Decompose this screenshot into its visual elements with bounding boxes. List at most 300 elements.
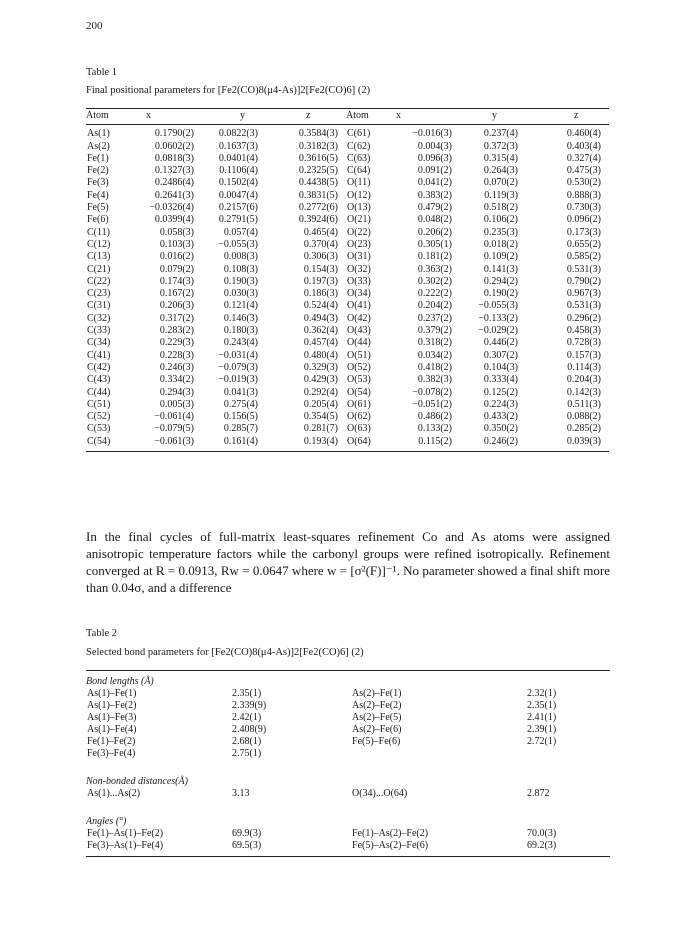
table-cell: C(21) xyxy=(87,263,111,275)
table-cell: 0.008(3) xyxy=(223,251,258,263)
table-cell: 0.383(2) xyxy=(417,189,452,201)
table-cell xyxy=(352,748,527,760)
table-cell: Fe(5)–Fe(6) xyxy=(352,736,401,747)
table-cell: 0.161(4) xyxy=(223,435,258,447)
table-cell: As(2)–Fe(2) xyxy=(352,700,402,711)
table-cell: Fe(4) xyxy=(87,189,109,201)
table-cell: 0.034(2) xyxy=(417,349,452,361)
table-cell: 2.68(1) xyxy=(232,736,262,747)
table1-header: y xyxy=(492,110,497,121)
table-cell: Fe(1)–As(1)–Fe(2) xyxy=(87,828,164,839)
table-cell: 0.327(4) xyxy=(566,152,601,164)
table-cell: O(33) xyxy=(347,275,371,287)
table-cell: 0.222(2) xyxy=(417,288,452,300)
table-cell: As(2) xyxy=(87,140,110,152)
table-row xyxy=(86,788,610,800)
table-cell: C(42) xyxy=(87,361,111,373)
table-cell: C(52) xyxy=(87,411,111,423)
table-cell: 0.790(2) xyxy=(566,275,601,287)
table-row xyxy=(86,153,609,165)
table-cell: C(13) xyxy=(87,251,111,263)
table-row xyxy=(86,202,609,214)
table-cell: 0.133(2) xyxy=(417,423,452,435)
table-cell: 0.121(4) xyxy=(223,300,258,312)
table-row xyxy=(86,276,609,288)
section-heading: Angles (°) xyxy=(86,816,127,827)
table-cell: 0.264(3) xyxy=(483,165,518,177)
table-row xyxy=(86,736,610,748)
table1-caption: Final positional parameters for [Fe2(CO)8(μ4-As)]2[Fe2(CO)6] (2) xyxy=(86,85,371,96)
table-cell: 0.3924(6) xyxy=(298,214,338,226)
table-cell: 0.888(3) xyxy=(566,189,601,201)
table-cell: C(41) xyxy=(87,349,111,361)
table-row xyxy=(86,300,609,312)
table-row xyxy=(86,700,610,712)
table-cell: 0.039(3) xyxy=(566,435,601,447)
table-cell: 0.058(3) xyxy=(159,226,194,238)
table-cell: Fe(2) xyxy=(87,165,109,177)
table-cell: 0.433(2) xyxy=(483,411,518,423)
table-cell: C(34) xyxy=(87,337,111,349)
table-cell: 69.2(3) xyxy=(527,840,557,851)
table-cell: 0.091(2) xyxy=(417,165,452,177)
body-paragraph: In the final cycles of full-matrix least-squares refinement Co and As atoms were assigned anisotropic temperature factors while the carbonyl groups were refined isotropically. Refinement converged at R = 0.0913, Rw = 0.0647 where w = [σ²(F)]⁻¹. No parameter showed a final shift more than 0.04σ, and a difference xyxy=(86,529,610,595)
table-cell: 0.1637(3) xyxy=(218,140,258,152)
table-cell: 2.42(1) xyxy=(232,712,262,723)
table-cell: 0.318(2) xyxy=(417,337,452,349)
table1-header: Atom xyxy=(346,110,369,121)
table-cell: 0.728(3) xyxy=(566,337,601,349)
table-cell: 0.041(3) xyxy=(223,386,258,398)
table-cell: O(43) xyxy=(347,325,371,337)
table-cell: 0.206(3) xyxy=(159,300,194,312)
table-row xyxy=(86,239,609,251)
table-cell: O(53) xyxy=(347,374,371,386)
table-cell: C(51) xyxy=(87,398,111,410)
table-cell: 0.180(3) xyxy=(223,325,258,337)
table-cell: As(1)–Fe(1) xyxy=(87,688,137,699)
table-cell: 2.75(1) xyxy=(232,748,262,759)
table-cell: 0.181(2) xyxy=(417,251,452,263)
table-cell: 0.458(3) xyxy=(566,325,601,337)
table-row xyxy=(86,828,610,840)
table-cell: 0.205(4) xyxy=(303,398,338,410)
table-cell: 70.0(3) xyxy=(527,828,557,839)
table-cell: 0.285(2) xyxy=(566,423,601,435)
table-cell: 0.460(4) xyxy=(566,128,601,140)
table-cell: Fe(3) xyxy=(87,177,109,189)
table-row xyxy=(86,350,609,362)
table1-label: Table 1 xyxy=(86,67,118,78)
table-cell: C(64) xyxy=(347,165,371,177)
table-cell: 0.229(3) xyxy=(159,337,194,349)
table-cell: 0.156(5) xyxy=(223,411,258,423)
table-cell: 0.3182(3) xyxy=(298,140,338,152)
table-cell: C(53) xyxy=(87,423,111,435)
table-cell: 0.235(3) xyxy=(483,226,518,238)
table-row xyxy=(86,688,610,700)
table-cell: 0.146(3) xyxy=(223,312,258,324)
table-cell: 0.465(4) xyxy=(303,226,338,238)
table-cell: 0.1106(4) xyxy=(219,165,258,177)
table-cell: As(1)–Fe(2) xyxy=(87,700,137,711)
table-cell: 69.5(3) xyxy=(232,840,262,851)
table-cell: −0.0326(4) xyxy=(149,202,194,214)
section-gap xyxy=(86,760,610,774)
table-cell: Fe(1)–As(2)–Fe(2) xyxy=(352,828,429,839)
table-cell: 0.167(2) xyxy=(159,288,194,300)
table-cell: 0.0818(3) xyxy=(154,152,194,164)
table-cell: 0.0602(2) xyxy=(154,140,194,152)
table-cell: C(23) xyxy=(87,288,111,300)
table-cell: 0.173(3) xyxy=(566,226,601,238)
table-cell: 0.333(4) xyxy=(483,374,518,386)
table-row xyxy=(86,337,609,349)
table-cell: 0.190(3) xyxy=(223,275,258,287)
table-cell: 0.016(2) xyxy=(159,251,194,263)
table-cell xyxy=(527,748,607,760)
table-cell: O(11) xyxy=(347,177,371,189)
table-cell: 0.429(3) xyxy=(303,374,338,386)
table-cell: 0.362(4) xyxy=(303,325,338,337)
table-row xyxy=(86,423,609,435)
table-cell: O(34)...O(64) xyxy=(352,788,408,799)
table-cell: 0.3584(3) xyxy=(298,128,338,140)
table-cell: O(42) xyxy=(347,312,371,324)
table-cell: 0.237(2) xyxy=(417,312,452,324)
table1-header-row xyxy=(86,109,609,125)
table1-header: x xyxy=(146,110,151,121)
table-cell: 0.2486(4) xyxy=(154,177,194,189)
table-row xyxy=(86,141,609,153)
table-cell: 0.0047(4) xyxy=(218,189,258,201)
table-row xyxy=(86,125,609,141)
table-cell: 0.305(1) xyxy=(417,238,452,250)
table-row xyxy=(86,264,609,276)
table-cell: 0.048(2) xyxy=(417,214,452,226)
table-cell: 0.106(2) xyxy=(483,214,518,226)
table-cell: 2.408(9) xyxy=(232,724,267,735)
table-cell: C(11) xyxy=(87,226,110,238)
table-cell: O(61) xyxy=(347,398,371,410)
table-row xyxy=(86,712,610,724)
table-cell: 0.480(4) xyxy=(303,349,338,361)
table-cell: 0.0399(4) xyxy=(154,214,194,226)
table-cell: 0.2641(3) xyxy=(154,189,194,201)
table-cell: 0.157(3) xyxy=(566,349,601,361)
table-cell: 2.339(9) xyxy=(232,700,267,711)
table-cell: −0.133(2) xyxy=(478,312,518,324)
table-cell: 0.224(3) xyxy=(483,398,518,410)
table-cell: 0.379(2) xyxy=(417,325,452,337)
table1-header: z xyxy=(306,110,311,121)
table-cell: 0.329(3) xyxy=(303,361,338,373)
table-cell: Fe(3)–As(1)–Fe(4) xyxy=(87,840,164,851)
table-cell: 0.104(3) xyxy=(483,361,518,373)
table-cell: 0.350(2) xyxy=(483,423,518,435)
table-cell: 2.35(1) xyxy=(232,688,262,699)
table-cell: 0.190(2) xyxy=(483,288,518,300)
table-cell: As(2)–Fe(6) xyxy=(352,724,402,735)
positional-parameters-table xyxy=(86,108,609,452)
table-cell: 0.2772(6) xyxy=(298,202,338,214)
table-cell: 0.1502(4) xyxy=(218,177,258,189)
table-cell: 0.479(2) xyxy=(417,202,452,214)
table-cell: 0.197(3) xyxy=(303,275,338,287)
table-cell: O(51) xyxy=(347,349,371,361)
table-cell: 0.967(3) xyxy=(566,288,601,300)
table-cell: −0.019(3) xyxy=(218,374,258,386)
table-cell: O(34) xyxy=(347,288,371,300)
table-cell: 0.1790(2) xyxy=(154,128,194,140)
table-cell: 0.070(2) xyxy=(483,177,518,189)
table-cell: 0.079(2) xyxy=(159,263,194,275)
table-cell: 0.3831(5) xyxy=(298,189,338,201)
table-cell: 0.531(3) xyxy=(566,263,601,275)
table-cell: 0.1327(3) xyxy=(154,165,194,177)
table-cell: O(23) xyxy=(347,238,371,250)
table-cell: 2.41(1) xyxy=(527,712,557,723)
table-cell: 2.872 xyxy=(527,788,550,799)
table-cell: 0.204(3) xyxy=(566,374,601,386)
table-cell: As(1)–Fe(4) xyxy=(87,724,137,735)
table-cell: C(22) xyxy=(87,275,111,287)
table-cell: 0.246(2) xyxy=(483,435,518,447)
table-cell: Fe(5)–As(2)–Fe(6) xyxy=(352,840,429,851)
table-cell: 0.141(3) xyxy=(483,263,518,275)
table-cell: 0.285(7) xyxy=(223,423,258,435)
table1-header: z xyxy=(574,110,579,121)
table1-header: y xyxy=(240,110,245,121)
table-cell: As(2)–Fe(1) xyxy=(352,688,402,699)
table-cell: C(63) xyxy=(347,152,371,164)
table2-caption: Selected bond parameters for [Fe2(CO)8(μ4-As)]2[Fe2(CO)6] (2) xyxy=(86,647,364,658)
table-cell: 0.403(4) xyxy=(566,140,601,152)
table-cell: O(64) xyxy=(347,435,371,447)
table-row xyxy=(86,387,609,399)
table-cell: 0.315(4) xyxy=(483,152,518,164)
table-cell: 0.018(2) xyxy=(483,238,518,250)
table-cell: O(41) xyxy=(347,300,371,312)
table-row xyxy=(86,362,609,374)
table-cell: C(33) xyxy=(87,325,111,337)
table-cell: O(31) xyxy=(347,251,371,263)
table-cell: −0.061(3) xyxy=(154,435,194,447)
table-cell: 0.382(3) xyxy=(417,374,452,386)
table-cell: −0.055(3) xyxy=(218,238,258,250)
table-cell: 0.041(2) xyxy=(417,177,452,189)
table-cell: 0.363(2) xyxy=(417,263,452,275)
table-cell: 0.486(2) xyxy=(417,411,452,423)
table-cell: C(12) xyxy=(87,238,111,250)
table2-label: Table 2 xyxy=(86,628,118,639)
table-cell: O(12) xyxy=(347,189,371,201)
table-cell: 2.39(1) xyxy=(527,724,557,735)
table-row xyxy=(86,251,609,263)
table-cell: 0.0822(3) xyxy=(218,128,258,140)
table-row xyxy=(86,436,609,452)
table-cell: 2.32(1) xyxy=(527,688,557,699)
table-cell: 0.292(4) xyxy=(303,386,338,398)
table-cell: O(44) xyxy=(347,337,371,349)
table-row xyxy=(86,288,609,300)
table1-header: Atom xyxy=(86,110,109,121)
table-row xyxy=(86,313,609,325)
table-cell: 3.13 xyxy=(232,788,250,799)
table-cell: 0.518(2) xyxy=(483,202,518,214)
table-cell: 0.354(5) xyxy=(303,411,338,423)
table-cell: 0.114(3) xyxy=(567,361,601,373)
section-gap xyxy=(86,800,610,814)
table-row xyxy=(86,840,610,852)
bond-parameters-table xyxy=(86,670,610,857)
table-cell: C(43) xyxy=(87,374,111,386)
table-cell: 0.3616(5) xyxy=(298,152,338,164)
table-row xyxy=(86,399,609,411)
table-cell: 69.9(3) xyxy=(232,828,262,839)
table-cell: 0.281(7) xyxy=(303,423,338,435)
table-cell: 0.103(3) xyxy=(159,238,194,250)
table-cell: 0.370(4) xyxy=(303,238,338,250)
table-cell: 0.530(2) xyxy=(566,177,601,189)
table-cell: 0.475(3) xyxy=(566,165,601,177)
table-cell: 0.2325(5) xyxy=(298,165,338,177)
table-cell: 0.2791(5) xyxy=(218,214,258,226)
table-cell: 0.004(3) xyxy=(417,140,452,152)
table-cell: 0.154(3) xyxy=(303,263,338,275)
table-cell: 0.057(4) xyxy=(223,226,258,238)
table-cell: 0.109(2) xyxy=(483,251,518,263)
table-cell: 0.237(4) xyxy=(483,128,518,140)
table-cell: 0.0401(4) xyxy=(218,152,258,164)
table-cell: 0.246(3) xyxy=(159,361,194,373)
table-cell: 0.494(3) xyxy=(303,312,338,324)
table-cell: 2.72(1) xyxy=(527,736,557,747)
table-cell: C(31) xyxy=(87,300,111,312)
table-cell: −0.079(3) xyxy=(218,361,258,373)
table-cell: 0.125(2) xyxy=(483,386,518,398)
table-cell: 0.296(2) xyxy=(566,312,601,324)
table-cell: 0.446(2) xyxy=(483,337,518,349)
table-cell: Fe(1)–Fe(2) xyxy=(87,736,136,747)
table-cell: 0.457(4) xyxy=(303,337,338,349)
table-cell: 0.096(3) xyxy=(417,152,452,164)
table-cell: 0.511(3) xyxy=(567,398,601,410)
table-cell: 0.142(3) xyxy=(566,386,601,398)
table-cell: 0.4438(5) xyxy=(298,177,338,189)
table-cell: 0.655(2) xyxy=(566,238,601,250)
table-cell: As(1) xyxy=(87,128,110,140)
table-cell: O(63) xyxy=(347,423,371,435)
table-cell: −0.029(2) xyxy=(478,325,518,337)
table-cell: 0.206(2) xyxy=(417,226,452,238)
table-cell: 0.204(2) xyxy=(417,300,452,312)
section-heading: Bond lengths (Å) xyxy=(86,676,154,687)
table-cell: 0.088(2) xyxy=(566,411,601,423)
table-cell: −0.061(4) xyxy=(154,411,194,423)
page-number: 200 xyxy=(86,20,103,32)
table-cell: 0.119(3) xyxy=(484,189,518,201)
table-cell: 0.275(4) xyxy=(223,398,258,410)
table-row xyxy=(86,325,609,337)
table-cell: O(54) xyxy=(347,386,371,398)
table-cell: Fe(5) xyxy=(87,202,109,214)
table-cell: 0.096(2) xyxy=(566,214,601,226)
table-cell: 0.2157(6) xyxy=(218,202,258,214)
table-cell: 0.334(2) xyxy=(159,374,194,386)
table-cell: 0.108(3) xyxy=(223,263,258,275)
table-cell: 0.306(3) xyxy=(303,251,338,263)
table-cell: 0.730(3) xyxy=(566,202,601,214)
table-cell: O(52) xyxy=(347,361,371,373)
table1-header: x xyxy=(396,110,401,121)
table-cell: C(44) xyxy=(87,386,111,398)
table-cell: 0.115(2) xyxy=(418,435,452,447)
table-cell: 0.005(3) xyxy=(159,398,194,410)
table-cell: −0.078(2) xyxy=(412,386,452,398)
table-cell: O(62) xyxy=(347,411,371,423)
table-cell: Fe(6) xyxy=(87,214,109,226)
table-row xyxy=(86,165,609,177)
table-cell: O(13) xyxy=(347,202,371,214)
table-row xyxy=(86,374,609,386)
table-cell: 0.283(2) xyxy=(159,325,194,337)
table-cell: C(32) xyxy=(87,312,111,324)
table-cell: 0.585(2) xyxy=(566,251,601,263)
table-cell: 0.193(4) xyxy=(303,435,338,447)
table-cell: −0.055(3) xyxy=(478,300,518,312)
table-cell: As(1)–Fe(3) xyxy=(87,712,137,723)
table-cell: As(2)–Fe(5) xyxy=(352,712,402,723)
section-heading: Non-bonded distances(Å) xyxy=(86,776,188,787)
table-cell: O(32) xyxy=(347,263,371,275)
table-cell: 2.35(1) xyxy=(527,700,557,711)
table-cell: O(22) xyxy=(347,226,371,238)
table-cell: 0.418(2) xyxy=(417,361,452,373)
table-cell: 0.524(4) xyxy=(303,300,338,312)
table-cell: C(62) xyxy=(347,140,371,152)
table-cell: O(21) xyxy=(347,214,371,226)
table-cell: 0.186(3) xyxy=(303,288,338,300)
table-cell: 0.243(4) xyxy=(223,337,258,349)
table-row xyxy=(86,748,610,760)
table-cell: 0.228(3) xyxy=(159,349,194,361)
table-cell: 0.372(3) xyxy=(483,140,518,152)
table-row xyxy=(86,227,609,239)
table-cell: −0.016(3) xyxy=(412,128,452,140)
table-row xyxy=(86,411,609,423)
table-cell: −0.031(4) xyxy=(218,349,258,361)
table-row xyxy=(86,724,610,736)
table-cell: Fe(1) xyxy=(87,152,109,164)
table-row xyxy=(86,214,609,226)
table-cell: 0.174(3) xyxy=(159,275,194,287)
table-cell: 0.030(3) xyxy=(223,288,258,300)
table-cell: 0.302(2) xyxy=(417,275,452,287)
table-cell: C(61) xyxy=(347,128,371,140)
table-cell: C(54) xyxy=(87,435,111,447)
table-cell: Fe(3)–Fe(4) xyxy=(87,748,136,759)
table-cell: 0.294(2) xyxy=(483,275,518,287)
table-cell: 0.531(3) xyxy=(566,300,601,312)
table-cell: 0.317(2) xyxy=(159,312,194,324)
table-row xyxy=(86,177,609,189)
table-cell: −0.051(2) xyxy=(412,398,452,410)
table-cell: 0.307(2) xyxy=(483,349,518,361)
table-row xyxy=(86,190,609,202)
table-cell: As(1)...As(2) xyxy=(87,788,141,799)
table-cell: −0.079(5) xyxy=(154,423,194,435)
